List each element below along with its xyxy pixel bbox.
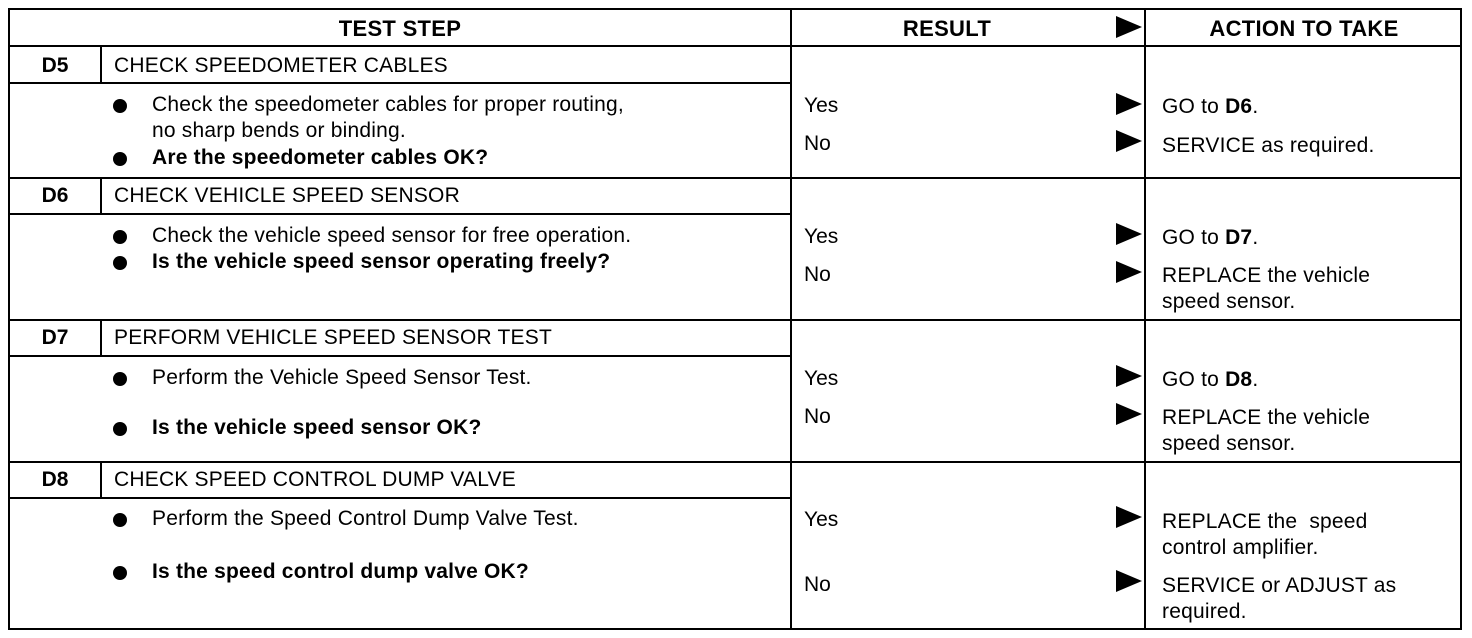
arrow-icon: [1116, 570, 1142, 592]
result-no: No: [804, 405, 831, 428]
action-line: speed sensor.: [1162, 432, 1296, 455]
arrow-icon: [1116, 130, 1142, 152]
row-divider: [10, 461, 1460, 463]
step-instruction: Perform the Vehicle Speed Sensor Test.: [152, 366, 532, 389]
action-no: [1162, 263, 1370, 315]
action-yes: [1162, 367, 1258, 393]
result-yes: Yes: [804, 225, 839, 248]
result-no: No: [804, 132, 831, 155]
bullet-icon: [113, 513, 127, 527]
step-id: D7: [41, 326, 69, 349]
action-line: control amplifier.: [1162, 536, 1319, 559]
step-question: Is the vehicle speed sensor operating freely?: [152, 250, 611, 273]
step-id: D6: [41, 184, 69, 207]
result-no: No: [804, 263, 831, 286]
bullet-icon: [113, 99, 127, 113]
action-line: SERVICE or ADJUST as: [1162, 574, 1397, 597]
bullet-icon: [113, 230, 127, 244]
step-instruction: [152, 92, 624, 144]
bullet-icon: [113, 152, 127, 166]
action-no: [1162, 405, 1370, 457]
result-no: No: [804, 573, 831, 596]
step-id-divider: [100, 320, 102, 356]
bullet-icon: [113, 372, 127, 386]
action-yes: [1162, 94, 1258, 120]
row-divider: [10, 177, 1460, 179]
action-text: GO to: [1162, 368, 1226, 391]
header-divider: [10, 45, 1460, 47]
arrow-icon: [1116, 403, 1142, 425]
step-id: D5: [41, 54, 69, 77]
action-line: speed sensor.: [1162, 290, 1296, 313]
bullet-icon: [113, 422, 127, 436]
header-test-step: TEST STEP: [338, 16, 462, 41]
arrow-icon: [1116, 506, 1142, 528]
step-id-divider: [100, 462, 102, 498]
result-yes: Yes: [804, 367, 839, 390]
arrow-icon: [1116, 223, 1142, 245]
step-instruction: Perform the Speed Control Dump Valve Test.: [152, 507, 579, 530]
action-yes: [1162, 509, 1368, 561]
step-title-divider: [10, 82, 790, 84]
action-yes: [1162, 225, 1258, 251]
step-id-divider: [100, 178, 102, 214]
step-id-divider: [100, 46, 102, 83]
action-text: .: [1252, 226, 1259, 249]
action-line: REPLACE the speed: [1162, 510, 1368, 533]
result-yes: Yes: [804, 94, 839, 117]
step-instruction: Check the vehicle speed sensor for free operation.: [152, 224, 632, 247]
bullet-icon: [113, 256, 127, 270]
action-text: GO to: [1162, 226, 1226, 249]
bullet-icon: [113, 566, 127, 580]
step-title-divider: [10, 355, 790, 357]
action-line: REPLACE the vehicle: [1162, 264, 1371, 287]
step-question: Are the speedometer cables OK?: [152, 146, 489, 169]
action-no: SERVICE as required.: [1162, 134, 1375, 157]
arrow-icon: [1116, 365, 1142, 387]
step-id: D8: [41, 468, 69, 491]
header-action: ACTION TO TAKE: [1209, 16, 1399, 41]
step-reference: D6: [1225, 95, 1253, 118]
step-title-divider: [10, 213, 790, 215]
instruction-line: no sharp bends or binding.: [152, 119, 406, 142]
step-title: PERFORM VEHICLE SPEED SENSOR TEST: [114, 326, 552, 349]
action-text: GO to: [1162, 95, 1226, 118]
step-reference: D8: [1225, 368, 1253, 391]
result-yes: Yes: [804, 508, 839, 531]
step-title: CHECK SPEEDOMETER CABLES: [114, 54, 448, 77]
action-no: [1162, 573, 1396, 625]
action-line: required.: [1162, 600, 1247, 623]
diagnostic-table: [8, 8, 1462, 630]
step-title: CHECK SPEED CONTROL DUMP VALVE: [114, 468, 516, 491]
step-title-divider: [10, 497, 790, 499]
step-title: CHECK VEHICLE SPEED SENSOR: [114, 184, 460, 207]
step-reference: D7: [1225, 226, 1253, 249]
action-text: .: [1252, 368, 1259, 391]
action-text: .: [1252, 95, 1259, 118]
arrow-icon: [1116, 261, 1142, 283]
row-divider: [10, 319, 1460, 321]
header-arrow-icon: [1116, 16, 1142, 38]
action-line: REPLACE the vehicle: [1162, 406, 1371, 429]
step-question: Is the vehicle speed sensor OK?: [152, 416, 482, 439]
instruction-line: Check the speedometer cables for proper routing,: [152, 93, 624, 116]
header-result: RESULT: [902, 16, 992, 41]
step-question: Is the speed control dump valve OK?: [152, 560, 529, 583]
arrow-icon: [1116, 93, 1142, 115]
